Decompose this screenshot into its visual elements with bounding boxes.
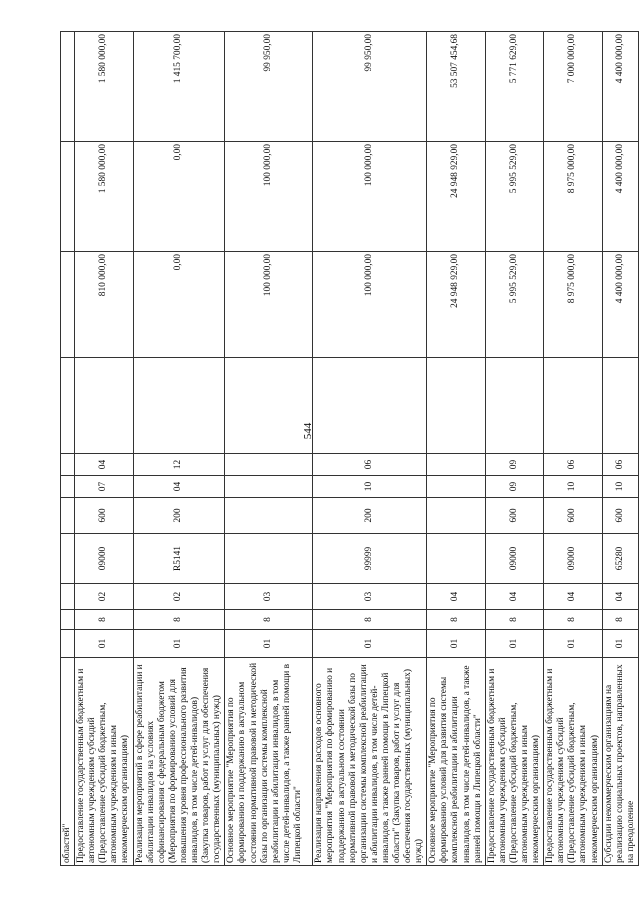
direction-code: 09000 [75, 534, 133, 584]
amount-2: 100 000,00 [313, 142, 427, 252]
amount-3: 1 580 000,00 [75, 32, 133, 142]
extra-code [544, 358, 602, 454]
table-row [544, 32, 602, 866]
direction-code: R5141 [133, 534, 225, 584]
amount-3: 53 507 454,68 [427, 32, 485, 142]
amount-2: 0,00 [133, 142, 225, 252]
event-code: 04 [602, 584, 638, 610]
subsection-code: 06 [544, 454, 602, 476]
direction-code: 99999 [313, 534, 427, 584]
table-row [225, 32, 313, 866]
amount-3: 99 950,00 [313, 32, 427, 142]
subprogram-code: 8 [544, 610, 602, 630]
subsection-code: 12 [133, 454, 225, 476]
program-code: 01 [313, 630, 427, 658]
row-name: Основное мероприятие "Мероприятия по формированию и поддержанию в актуальном состоянии нормативной правовой и методической базы по организации системы комплексной реабилитации и абилитации инвалидов, в том числе детей-инвалидов, а также ранней помощи в Липецкой области" [225, 658, 313, 866]
page-number: 544 [302, 422, 314, 440]
table-row [602, 32, 638, 866]
subprogram-code: 8 [313, 610, 427, 630]
direction-code [427, 534, 485, 584]
subprogram-code: 8 [75, 610, 133, 630]
section-code [225, 476, 313, 498]
rotated-table-frame [60, 32, 636, 866]
program-code: 01 [133, 630, 225, 658]
program-code: 01 [544, 630, 602, 658]
program-code: 01 [225, 630, 313, 658]
table-row [427, 32, 485, 866]
extra-code [602, 358, 638, 454]
section-code: 09 [485, 476, 543, 498]
section-code [61, 476, 75, 498]
row-name: Предоставление государственным бюджетным и автономным учреждениям субсидий (Предоставление субсидий бюджетным, автономным учреждениям и иным некоммерческим организациям) [544, 658, 602, 866]
extra-code [75, 358, 133, 454]
amount-1: 8 975 000,00 [544, 252, 602, 358]
subprogram-code: 8 [427, 610, 485, 630]
subsection-code: 09 [485, 454, 543, 476]
table-row [133, 32, 225, 866]
direction-code [225, 534, 313, 584]
subsection-code: 06 [602, 454, 638, 476]
expense-type-code [427, 498, 485, 534]
event-code: 02 [133, 584, 225, 610]
budget-table-container [60, 32, 636, 866]
extra-code [485, 358, 543, 454]
extra-code [427, 358, 485, 454]
event-code: 02 [75, 584, 133, 610]
row-name: Реализация мероприятий в сфере реабилитации и абилитации инвалидов на условиях софинансирования с федеральным бюджетом (Мероприятия по формированию условий для повышения уровня профессионального развития инвалидов, в том числе детей-инвалидов) (Закупка товаров, работ и услуг для обеспечения государственных (муниципальных) нужд) [133, 658, 225, 866]
program-code [61, 630, 75, 658]
section-code: 10 [544, 476, 602, 498]
table-row [485, 32, 543, 866]
direction-code [61, 534, 75, 584]
subprogram-code: 8 [485, 610, 543, 630]
amount-2: 100 000,00 [225, 142, 313, 252]
section-code: 04 [133, 476, 225, 498]
expense-type-code [225, 498, 313, 534]
subprogram-code: 8 [225, 610, 313, 630]
event-code: 04 [427, 584, 485, 610]
program-code: 01 [485, 630, 543, 658]
amount-3: 4 400 000,00 [602, 32, 638, 142]
event-code: 03 [225, 584, 313, 610]
expense-type-code: 600 [602, 498, 638, 534]
extra-code [133, 358, 225, 454]
amount-3: 99 950,00 [225, 32, 313, 142]
row-name: Основное мероприятие "Мероприятия по формированию условий для развития системы комплексной реабилитации и абилитации инвалидов, в том числе детей-инвалидов, а также ранней помощи в Липецкой области" [427, 658, 485, 866]
amount-2: 8 975 000,00 [544, 142, 602, 252]
row-name: Субсидии некоммерческим организациям на реализацию социальных проектов, направленных на преодоление [602, 658, 638, 866]
amount-1: 100 000,00 [313, 252, 427, 358]
amount-2: 5 995 529,00 [485, 142, 543, 252]
event-code: 03 [313, 584, 427, 610]
direction-code: 09000 [544, 534, 602, 584]
amount-3 [61, 32, 75, 142]
amount-3: 7 000 000,00 [544, 32, 602, 142]
event-code: 04 [544, 584, 602, 610]
subsection-code [427, 454, 485, 476]
direction-code: 09000 [485, 534, 543, 584]
table-body [61, 32, 639, 866]
section-code: 10 [602, 476, 638, 498]
budget-table [60, 31, 639, 866]
row-name: Предоставление государственным бюджетным и автономным учреждениям субсидий (Предоставление субсидий бюджетным, автономным учреждениям и иным некоммерческим организациям) [485, 658, 543, 866]
expense-type-code: 600 [75, 498, 133, 534]
extra-code [225, 358, 313, 454]
expense-type-code: 200 [313, 498, 427, 534]
subprogram-code: 8 [133, 610, 225, 630]
subsection-code [225, 454, 313, 476]
subsection-code: 06 [313, 454, 427, 476]
row-name: Реализация направления расходов основного мероприятия "Мероприятия по формированию и поддержанию в актуальном состоянии нормативной правовой и методической базы по организации системы комплексной реабилитации и абилитации инвалидов, в том числе детей-инвалидов, а также ранней помощи в Липецкой области" (Закупка товаров, работ и услуг для обеспечения государственных (муниципальных) нужд) [313, 658, 427, 866]
extra-code [313, 358, 427, 454]
amount-1 [61, 252, 75, 358]
amount-1: 24 948 929,00 [427, 252, 485, 358]
program-code: 01 [427, 630, 485, 658]
amount-2 [61, 142, 75, 252]
extra-code [61, 358, 75, 454]
amount-1: 4 400 000,00 [602, 252, 638, 358]
expense-type-code: 600 [485, 498, 543, 534]
table-row [61, 32, 75, 866]
subprogram-code [61, 610, 75, 630]
amount-3: 5 771 629,00 [485, 32, 543, 142]
table-row [75, 32, 133, 866]
subprogram-code: 8 [602, 610, 638, 630]
direction-code: 65280 [602, 534, 638, 584]
event-code [61, 584, 75, 610]
row-name: областей" [61, 658, 75, 866]
subsection-code: 04 [75, 454, 133, 476]
amount-3: 1 415 700,00 [133, 32, 225, 142]
amount-1: 100 000,00 [225, 252, 313, 358]
amount-1: 810 000,00 [75, 252, 133, 358]
table-row [313, 32, 427, 866]
amount-1: 5 995 529,00 [485, 252, 543, 358]
expense-type-code: 600 [544, 498, 602, 534]
section-code: 10 [313, 476, 427, 498]
subsection-code [61, 454, 75, 476]
program-code: 01 [602, 630, 638, 658]
expense-type-code: 200 [133, 498, 225, 534]
expense-type-code [61, 498, 75, 534]
amount-2: 24 948 929,00 [427, 142, 485, 252]
section-code: 07 [75, 476, 133, 498]
program-code: 01 [75, 630, 133, 658]
amount-2: 1 580 000,00 [75, 142, 133, 252]
amount-2: 4 400 000,00 [602, 142, 638, 252]
row-name: Предоставление государственным бюджетным и автономным учреждениям субсидий (Предоставление субсидий бюджетным, автономным учреждениям и иным некоммерческим организациям) [75, 658, 133, 866]
event-code: 04 [485, 584, 543, 610]
section-code [427, 476, 485, 498]
amount-1: 0,00 [133, 252, 225, 358]
